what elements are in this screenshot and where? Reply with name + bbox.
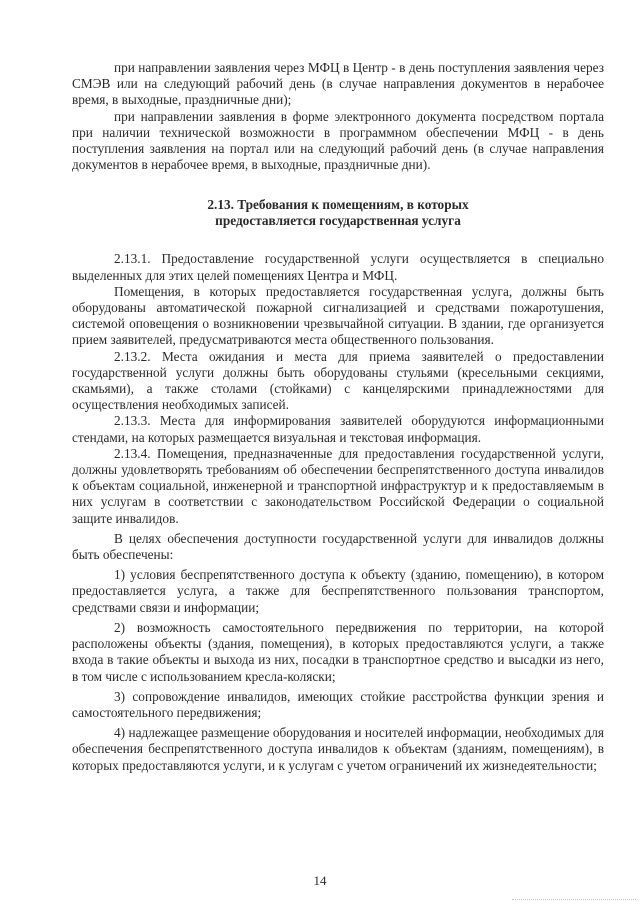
section-heading-line1: 2.13. Требования к помещениям, в которых	[207, 197, 469, 213]
list-item-3: 3) сопровождение инвалидов, имеющих стойкие расстройства функции зрения и самостоятельного передвижения;	[72, 688, 604, 720]
list-item-2: 2) возможность самостоятельного передвижения по территории, на которой расположены объекты (здания, помещения), в которых предоставляются услуги, а также входа в такие объекты и выхода из них, посадки в транспортное средство и высадки из него, в том числе с использованием кресла-коляски;	[72, 619, 604, 684]
paragraph-accessibility-intro: В целях обеспечения доступности государственной услуги для инвалидов должны быть обеспечены:	[72, 530, 604, 563]
page-number: 14	[313, 873, 327, 888]
document-body	[72, 60, 604, 774]
paragraph-portal-submission: при направлении заявления в форме электронного документа посредством портала при наличии технической возможности в программном обеспечении МФЦ - в день поступления заявления на портал или на следующий рабочий день (в случае направления документов в нерабочее время, в выходные, праздничные дни).	[72, 108, 604, 173]
paragraph-mfc-submission: при направлении заявления через МФЦ в Центр - в день поступления заявления через СМЭВ или на следующий рабочий день (в случае направления документов в нерабочее время, в выходные, праздничные дни);	[72, 60, 604, 108]
paragraph-2-13-4: 2.13.4. Помещения, предназначенные для предоставления государственной услуги, должны удовлетворять требованиям об обеспечении беспрепятственного доступа инвалидов к объектам социальной, инженерной и транспортной инфраструктур и к предоставляемым в них услугам в соответствии с законодательством Российской Федерации о социальной защите инвалидов.	[72, 445, 604, 526]
paragraph-2-13-1: 2.13.1. Предоставление государственной услуги осуществляется в специально выделенных для этих целей помещениях Центра и МФЦ.	[72, 251, 604, 283]
section-heading	[72, 197, 604, 229]
paragraph-2-13-2: 2.13.2. Места ожидания и места для приема заявителей о предоставлении государственной услуги должны быть оборудованы стульями (кресельными секциями, скамьями), а также столами (стойками) с канцелярскими принадлежностями для осуществления необходимых записей.	[72, 348, 604, 413]
section-heading-line2: предоставляется государственная услуга	[215, 213, 461, 229]
scan-artifact-divider	[512, 899, 636, 901]
list-item-1: 1) условия беспрепятственного доступа к объекту (зданию, помещению), в котором предоставляется услуга, а также для беспрепятственного пользования транспортом, средствами связи и информации;	[72, 567, 604, 615]
paragraph-premises-equipment: Помещения, в которых предоставляется государственная услуга, должны быть оборудованы автоматической пожарной сигнализацией и средствами пожаротушения, системой оповещения о возникновении чрезвычайной ситуации. В здании, где организуется прием заявителей, предусматриваются места общественного пользования.	[72, 283, 604, 348]
paragraph-2-13-3: 2.13.3. Места для информирования заявителей оборудуются информационными стендами, на которых размещается визуальная и текстовая информация.	[72, 413, 604, 445]
list-item-4: 4) надлежащее размещение оборудования и носителей информации, необходимых для обеспечения беспрепятственного доступа инвалидов к объектам (зданиям, помещениям), в которых предоставляются услуги, и к услугам с учетом ограничений их жизнедеятельности;	[72, 725, 604, 773]
